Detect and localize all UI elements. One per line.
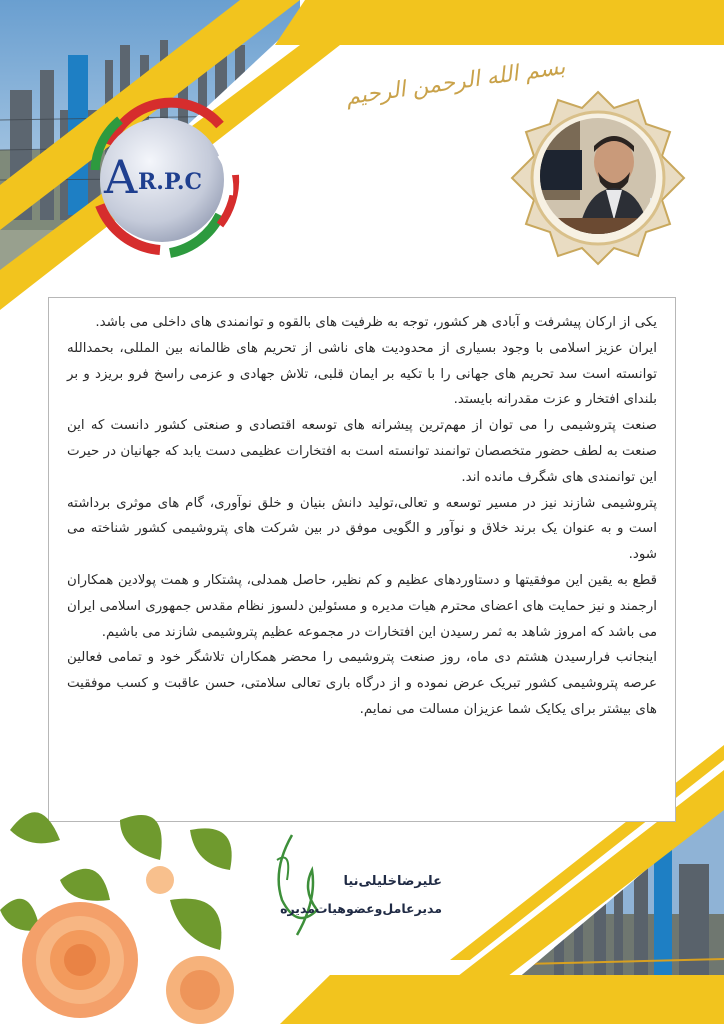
letter-textbox	[48, 297, 676, 822]
letter-paragraph: اینجانب فرارسیدن هشتم دی ماه، روز صنعت پتروشیمی را محضر همکاران تلاشگر خود و تمامی فعالین عرصه پتروشیمی کشور تبریک عرض نموده و از درگاه باری تعالی سلامتی، حسن عاقبت و کسب موفقیت های بیشتر برای یکایک شما عزیزان مسالت می نمایم.	[67, 650, 657, 717]
rpc-logo	[70, 85, 250, 265]
letter-paragraph: صنعت پتروشیمی را می توان از مهم‌ترین پیشرانه های توسعه اقتصادی و صنعتی کشور دانست که این صنعت به لطف حضور متخصصان توانمند توانسته است به افتخارات عظیمی دست یابد که جهانیان در حیرت این توانمندی های شگرف مانده اند.	[67, 418, 657, 485]
letter-paragraph: قطع به یقین این موفقیتها و دستاوردهای عظیم و کم نظیر، حاصل همدلی، پشتکار و همت پولادین همکاران ارجمند و نیز حمایت های اعضای محترم هیات مدیره و مسئولین دلسوز نظام مقدس جمهوری اسلامی ایران می باشد که امروز شاهد به ثمر رسیدن این افتخارات در مجموعه عظیم پتروشیمی شازند می باشیم.	[67, 572, 657, 640]
letter-paragraph: ایران عزیز اسلامی با وجود بسیاری از محدودیت های ناشی از تحریم های ظالمانه بین المللی، بحمدالله توانسته است سد تحریم های جهانی را با تکیه بر ایمان قلبی، تلاش جهادی و عزمی راسخ فرو بریزد و بر بلندای افتخار و عزت مقدرانه بایستد.	[67, 340, 657, 408]
bismillah-calligraphy: بسم الله الرحمن الرحیم	[344, 54, 567, 111]
letter-paragraph: پتروشیمی شازند نیز در مسیر توسعه و تعالی،تولید دانش بنیان و خلق نوآوری، گام های موثری برداشته است و به عنوان یک برند خلاق و نوآور و الگویی موفق در بین شرکت های پتروشیمی کشور شناخته می شود.	[67, 495, 657, 563]
signatory-name: علیرضاخلیلی‌نیا	[343, 874, 442, 889]
ceo-portrait	[510, 90, 686, 266]
signatory-title: مدیرعامل‌وعضوهیات‌مدیره	[280, 901, 442, 916]
letter-body	[67, 310, 657, 723]
logo-text: R.P.C	[138, 169, 203, 195]
letter-paragraph: یکی از ارکان پیشرفت و آبادی هر کشور، توجه به ظرفیت های بالقوه و توانمندی های داخلی می باشد.	[95, 315, 657, 330]
logo-letter: A	[104, 150, 138, 204]
flower-decoration	[0, 790, 260, 1024]
signature-scribble	[262, 830, 332, 940]
